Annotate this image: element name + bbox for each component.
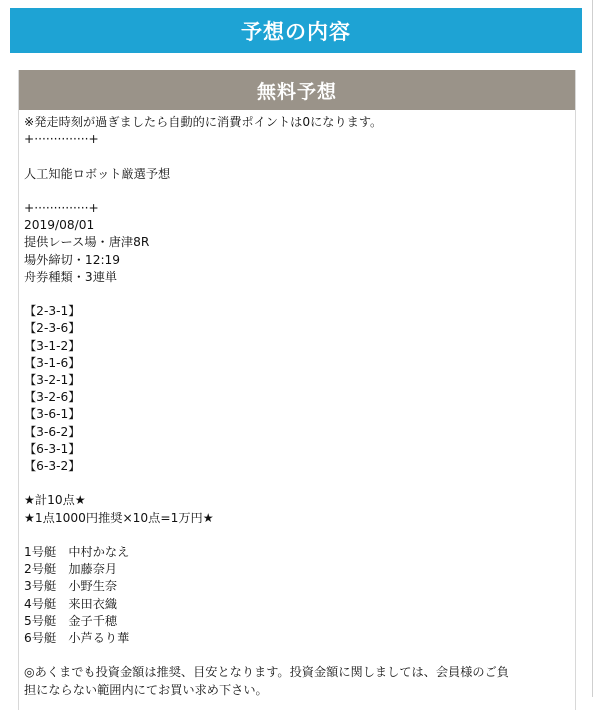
free-prediction-panel	[18, 70, 576, 710]
content-line	[24, 527, 575, 544]
content-line	[24, 183, 575, 200]
page-title: 予想の内容	[241, 19, 351, 44]
content-line: ★1点1000円推奨×10点=1万円★	[24, 510, 214, 525]
content-line: 6号艇 小芦るり華	[24, 631, 130, 646]
content-line: ★計10点★	[24, 493, 86, 508]
content-line: +··············+	[24, 132, 99, 147]
content-line	[24, 475, 575, 492]
content-line: 2号艇 加藤奈月	[24, 562, 118, 577]
content-line: 5号艇 金子千穂	[24, 613, 118, 628]
content-line: 【6-3-1】	[24, 441, 81, 456]
content-line	[24, 286, 575, 303]
content-line: 4号艇 来田衣織	[24, 596, 118, 611]
content-line: 担にならない範囲内にてお買い求め下さい。	[24, 682, 268, 697]
content-line: 【3-2-1】	[24, 373, 81, 387]
content-line: 【3-1-6】	[24, 355, 81, 370]
content-line: 【2-3-6】	[24, 321, 81, 336]
content-line: 1号艇 中村かなえ	[24, 545, 130, 559]
content-line: 3号艇 小野生奈	[24, 579, 118, 594]
content-line: 提供レース場・唐津8R	[24, 235, 150, 250]
panel-header	[19, 70, 575, 110]
content-line: 場外締切・12:19	[24, 252, 121, 267]
content-line: 【3-6-1】	[24, 407, 81, 422]
content-line: 【6-3-2】	[24, 459, 81, 474]
content-line: 舟券種類・3連単	[24, 269, 118, 284]
content-line: ※発走時刻が過ぎましたら自動的に消費ポイントは0になります。	[24, 115, 383, 129]
content-line: 【3-2-6】	[24, 390, 81, 405]
content-line	[24, 647, 575, 664]
content-line: +··············+	[24, 200, 99, 215]
content-line: 【2-3-1】	[24, 304, 81, 319]
content-line: 【3-1-2】	[24, 338, 81, 353]
prediction-content	[19, 110, 575, 699]
content-line: ◎あくまでも投資金額は推奨、目安となります。投資金額に関しましては、会員様のご負	[24, 665, 509, 680]
content-line: 【3-6-2】	[24, 424, 81, 439]
content-line: 人工知能ロボット厳選予想	[24, 166, 171, 181]
panel-title: 無料予想	[256, 80, 337, 103]
content-line: 2019/08/01	[24, 218, 95, 233]
header-bar	[10, 8, 582, 53]
content-line	[24, 148, 575, 165]
